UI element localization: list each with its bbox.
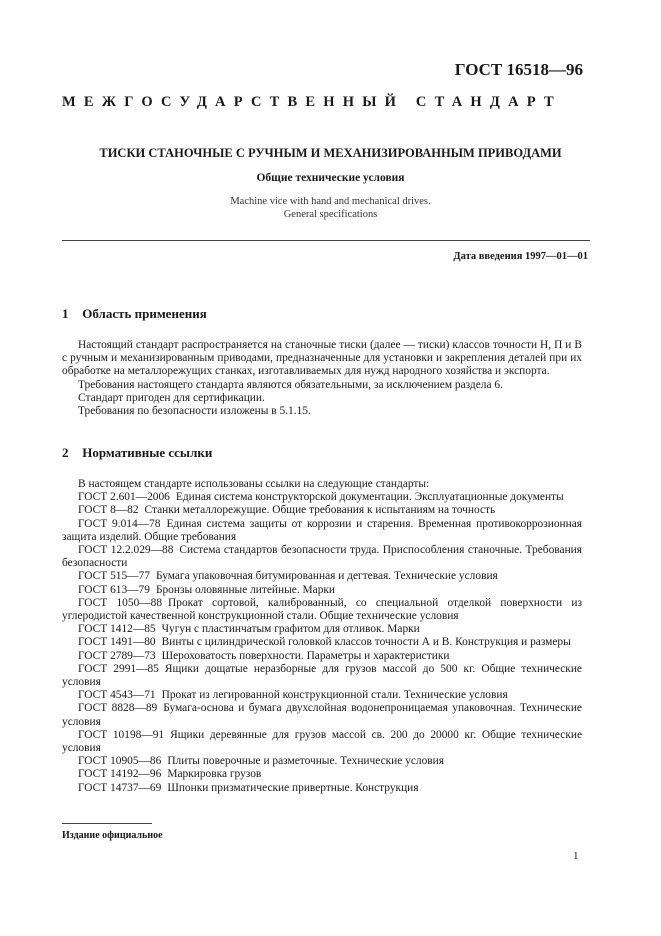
section-2-title: Нормативные ссылки [82, 445, 213, 460]
footer-divider [62, 823, 152, 824]
reference-item [62, 768, 582, 781]
reference-title: Бумага-основа и бумага двухслойная водонепроницаемая упаковочная. Технические условия [62, 702, 582, 728]
reference-item [62, 597, 582, 623]
section-1-title: Область применения [82, 306, 207, 321]
reference-code: ГОСТ 9.014—78 [78, 517, 161, 530]
section-2-number: 2 [62, 445, 69, 460]
reference-title: Чугун с пластинчатым графитом для отливок. Марки [161, 623, 420, 636]
section-1-body [62, 339, 582, 418]
reference-code: ГОСТ 1491—80 [78, 636, 156, 649]
reference-title: Единая система конструкторской документации. Эксплуатационные документы [175, 491, 564, 504]
edition-label: Издание официальное [62, 830, 163, 841]
reference-title: Ящики деревянные для грузов массой св. 200 до 20000 кг. Общие технические условия [62, 728, 583, 755]
reference-title: Единая система защиты от коррозии и старения. Временная противокоррозионная защита изделий. Общие требования [62, 517, 582, 543]
reference-item [62, 491, 582, 504]
reference-title: Прокат из легированной конструкционной стали. Технические условия [161, 689, 508, 702]
paragraph: Требования по безопасности изложены в 5.1.15. [78, 405, 311, 418]
paragraph: Настоящий стандарт распространяется на станочные тиски (далее — тиски) классов точности Н, П и В с ручным и механизированным приводами, предназначенные для установки и закрепления деталей при их обработке на металлорежущих станках, изготавливаемых для нужд народного хозяйства и экспорта. [62, 339, 582, 378]
reference-title: Прокат сортовой, калиброванный, со специальной отделкой поверхности из углеродистой качественной конструкционной стали. Общие технические условия [62, 596, 582, 623]
reference-code: ГОСТ 2991—85 [78, 662, 159, 675]
reference-code: ГОСТ 8—82 [78, 504, 139, 517]
reference-title: Бронзы оловянные литейные. Марки [155, 583, 336, 596]
reference-code: ГОСТ 1412—85 [78, 623, 156, 636]
reference-item [62, 689, 582, 702]
reference-title: Ящики дощатые неразборные для грузов массой до 500 кг. Общие технические условия [62, 662, 582, 689]
reference-title: Шпонки призматические привертные. Конструкция [167, 781, 419, 794]
english-title-line-1: Machine vice with hand and mechanical drives. [230, 196, 431, 207]
reference-item [62, 729, 582, 755]
reference-code: ГОСТ 4543—71 [78, 689, 156, 702]
document-title: ТИСКИ СТАНОЧНЫЕ С РУЧНЫМ И МЕХАНИЗИРОВАННЫМ ПРИВОДАМИ [99, 146, 562, 160]
reference-code: ГОСТ 515—77 [78, 570, 150, 583]
reference-title: Система стандартов безопасности труда. Приспособления станочные. Требования безопасности [62, 544, 583, 570]
reference-item [62, 663, 582, 689]
references-intro: В настоящем стандарте использованы ссылки на следующие стандарты: [78, 478, 430, 490]
reference-item [62, 518, 582, 544]
reference-item [62, 755, 582, 768]
reference-item [62, 702, 582, 728]
paragraph: Стандарт пригоден для сертификации. [78, 391, 265, 404]
introduction-date: Дата введения 1997—01—01 [453, 251, 588, 262]
paragraph: Требования настоящего стандарта являются обязательными, за исключением раздела 6. [78, 378, 503, 391]
reference-item [62, 570, 582, 583]
section-1-number: 1 [62, 306, 69, 321]
reference-code: ГОСТ 12.2.029—88 [78, 544, 174, 557]
english-title-line-2: General specifications [283, 209, 378, 220]
reference-code: ГОСТ 1050—88 [78, 596, 163, 609]
interstate-standard-label: МЕЖГОСУДАРСТВЕННЫЙ СТАНДАРТ [62, 94, 562, 110]
document-subtitle: Общие технические условия [256, 172, 405, 184]
page-number: 1 [573, 850, 579, 862]
reference-title: Шероховатость поверхности. Параметры и характеристики [161, 649, 450, 662]
reference-code: ГОСТ 10198—91 [78, 728, 165, 741]
reference-title: Плиты поверочные и разметочные. Технические условия [167, 755, 445, 768]
reference-title: Винты с цилиндрической головкой классов точности А и В. Конструкция и размеры [161, 636, 571, 649]
reference-code: ГОСТ 613—79 [78, 583, 150, 596]
header-divider [62, 240, 590, 241]
reference-item [62, 650, 582, 663]
reference-list [62, 491, 582, 795]
reference-code: ГОСТ 2.601—2006 [78, 491, 170, 504]
reference-code: ГОСТ 14737—69 [78, 781, 162, 794]
reference-code: ГОСТ 14192—96 [78, 768, 162, 781]
section-2-heading [62, 445, 212, 461]
section-2-body [62, 478, 582, 795]
reference-item [62, 636, 582, 649]
reference-title: Бумага упаковочная битумированная и дегтевая. Технические условия [155, 570, 498, 583]
reference-title: Маркировка грузов [167, 768, 262, 781]
reference-code: ГОСТ 2789—73 [78, 649, 156, 662]
reference-code: ГОСТ 8828—89 [78, 702, 158, 715]
reference-item [62, 623, 582, 636]
section-1-heading [62, 306, 207, 322]
reference-item [62, 544, 582, 570]
reference-item [62, 504, 582, 517]
gost-number: ГОСТ 16518—96 [454, 60, 583, 79]
reference-code: ГОСТ 10905—86 [78, 755, 162, 768]
reference-title: Станки металлорежущие. Общие требования к испытаниям на точность [144, 504, 496, 517]
reference-item [62, 584, 582, 597]
reference-item [62, 782, 582, 795]
